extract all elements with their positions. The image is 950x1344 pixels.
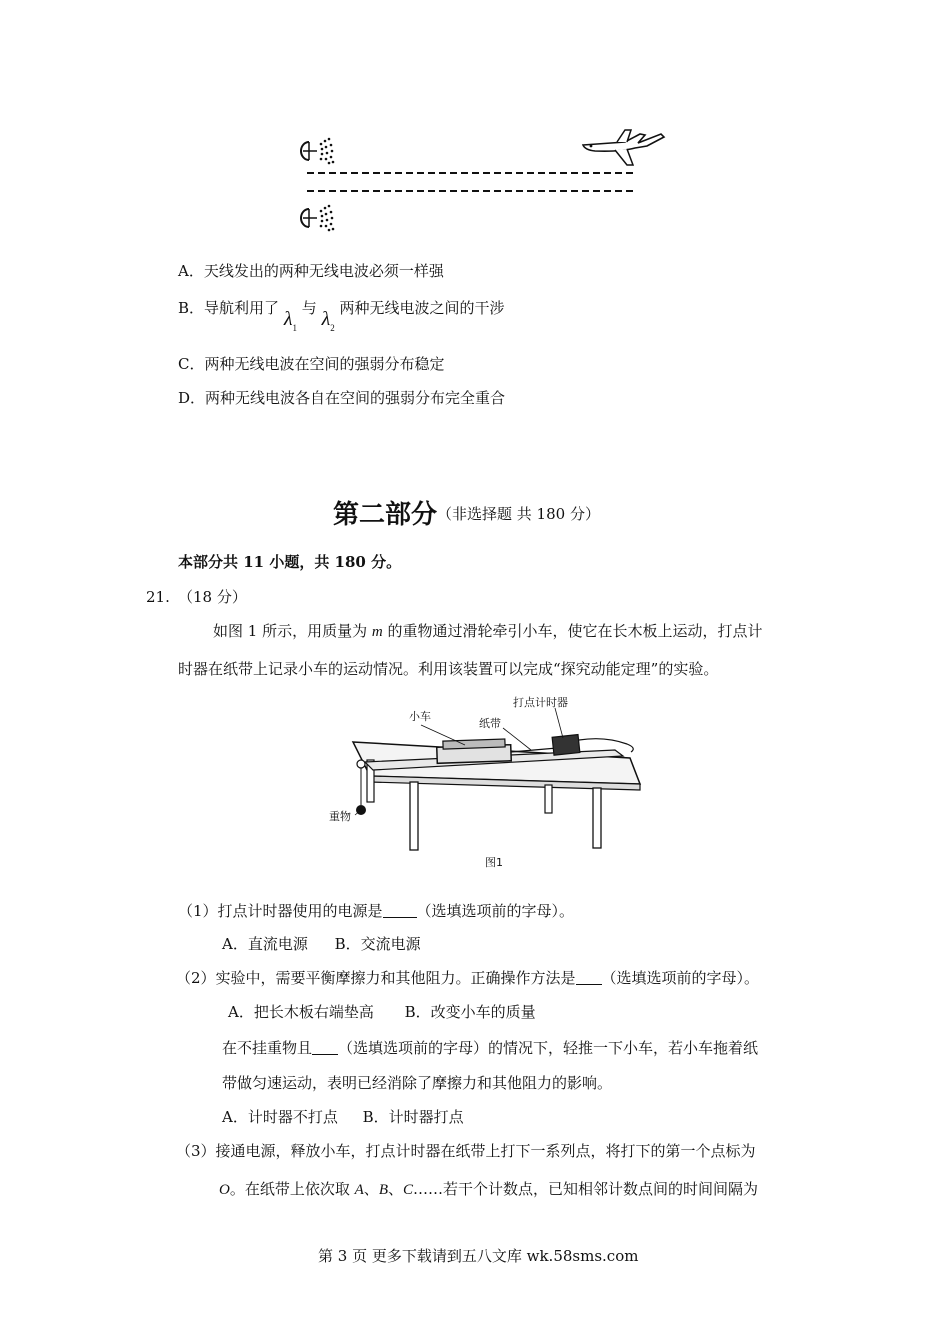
figure-1-apparatus [325,690,645,870]
option-b-suffix: 两种无线电波之间的干涉 [339,299,505,317]
q21-sub2-options2 [222,1107,464,1127]
option-c: C．两种无线电波在空间的强弱分布稳定 [178,355,445,373]
antenna-icon [301,205,334,232]
option-b: B．计时器打点 [362,1108,464,1126]
var-m: m [371,624,383,640]
q21-sub2: （2）实验中，需要平衡摩擦力和其他阻力。正确操作方法是 （选填选项前的字母）。 [176,969,760,987]
lambda-2: $\lambda_2$ [321,308,335,333]
q21-sub2-cont-line2: 带做匀速运动，表明已经消除了摩擦力和其他阻力的影响。 [222,1074,613,1092]
q21-stem-line1: 如图 1 所示，用质量为 m 的重物通过滑轮牵引小车，使它在长木板上运动，打点计 [213,622,763,640]
radar-figure [295,120,675,235]
lambda-1: $\lambda_1$ [283,308,297,333]
answer-blank[interactable] [576,969,602,985]
option-a: A．直流电源 [222,935,308,953]
q21-stem-line2: 时器在纸带上记录小车的运动情况。利用该装置可以完成“探究动能定理”的实验。 [178,660,719,678]
part2-title: 第二部分 [333,500,438,530]
q21-number: 21. [146,588,170,606]
q21-score: （18 分） [178,588,247,606]
option-b: B．交流电源 [334,935,421,953]
part2-intro: 本部分共 11 小题，共 180 分。 [178,553,402,571]
figure-caption: 图1 [485,856,503,869]
option-a: A．计时器不打点 [222,1108,338,1126]
q21-sub2-cont: 在不挂重物且 （选填选项前的字母）的情况下，轻推一下小车，若小车拖着纸 [222,1039,759,1057]
answer-blank[interactable] [383,902,417,918]
option-a: A．把长木板右端垫高 [228,1003,374,1021]
antenna-icon [301,138,334,165]
option-d: D．两种无线电波各自在空间的强弱分布完全重合 [178,389,506,407]
part2-heading [333,494,600,531]
option-b-mid: 与 [301,299,317,317]
label-tape: 纸带 [479,717,501,730]
option-b-prefix: B．导航利用了 [178,299,280,317]
label-timer: 打点计时器 [513,696,568,709]
q21-sub1: （1）打点计时器使用的电源是 （选填选项前的字母）。 [178,902,575,920]
q21-sub3-line1: （3）接通电源，释放小车，打点计时器在纸带上打下一系列点，将打下的第一个点标为 [176,1142,756,1160]
page-footer: 第 3 页 更多下载请到五八文库 wk.58sms.com [318,1247,639,1265]
answer-blank[interactable] [312,1039,338,1055]
option-b [178,297,505,333]
q21-sub2-options [228,1002,536,1022]
part2-subtitle: （非选择题 共 180 分） [437,505,600,523]
label-weight: 重物 [329,810,351,823]
label-car: 小车 [409,710,431,723]
q21-sub1-options [222,934,421,954]
option-b: B．改变小车的质量 [404,1003,536,1021]
option-a: A．天线发出的两种无线电波必须一样强 [178,262,444,280]
q21-sub3-line2: O。在纸带上依次取 A、B、C……若干个计数点，已知相邻计数点间的时间间隔为 [219,1180,759,1198]
airplane-icon [583,130,664,165]
